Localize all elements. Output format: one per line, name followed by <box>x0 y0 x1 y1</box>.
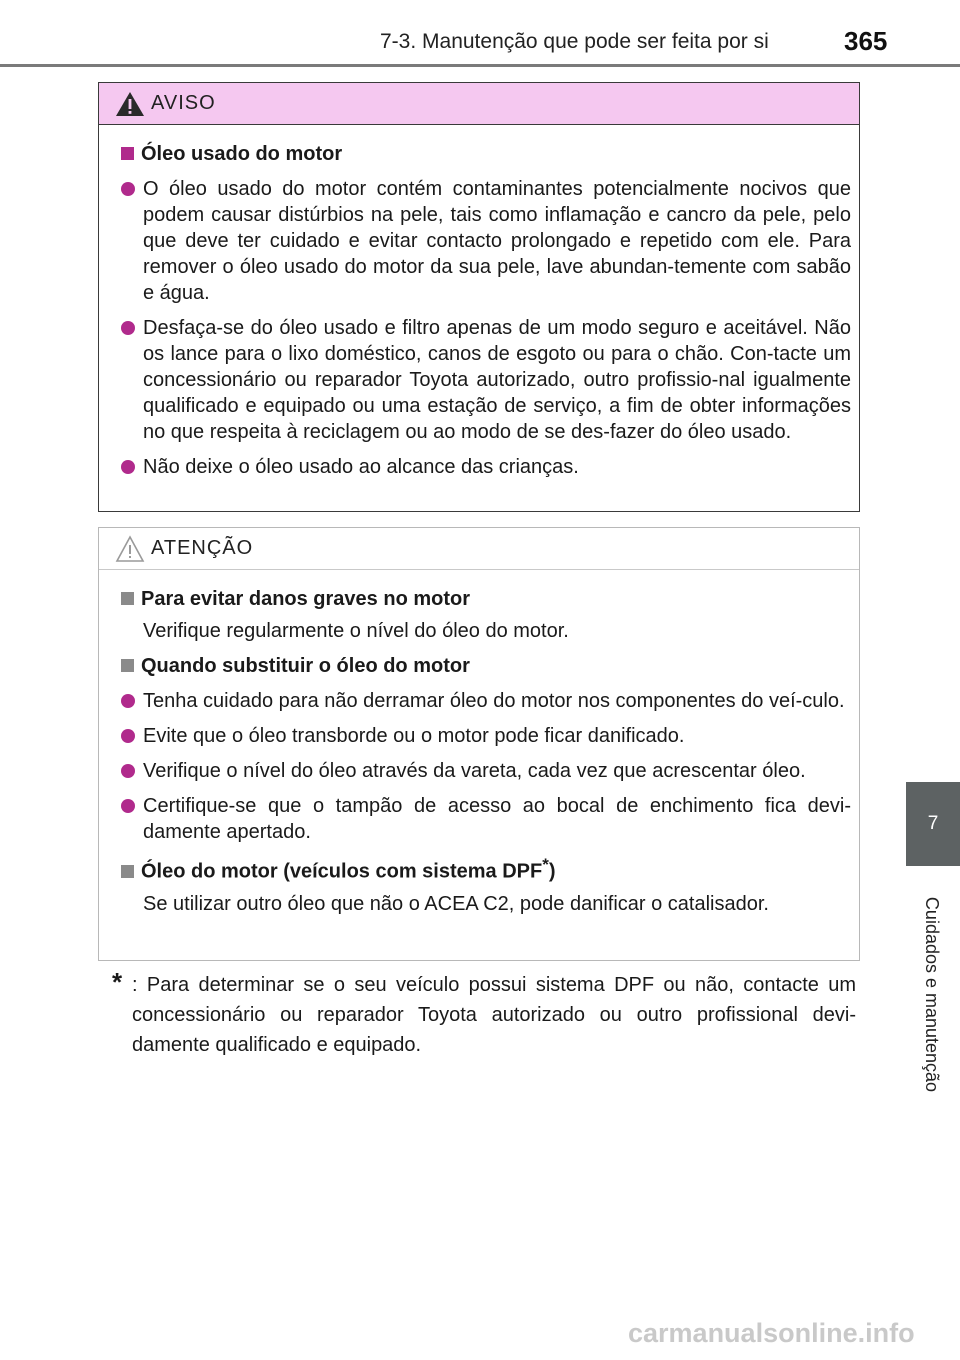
watermark: carmanualsonline.info <box>628 1318 915 1348</box>
square-bullet-icon <box>121 865 134 878</box>
list-item: Tenha cuidado para não derramar óleo do motor nos componentes do veí-culo. <box>121 688 851 714</box>
chapter-number: 7 <box>927 813 939 834</box>
page-number: 365 <box>844 26 888 56</box>
notice-section-title: Para evitar danos graves no motor <box>121 586 851 612</box>
round-bullet-icon <box>121 729 135 743</box>
footnote-text: : Para determinar se o seu veículo possui sistema DPF ou não, contacte um concessionário ou reparador Toyota autorizado ou outro profissional devi-damente qualificado e equipado. <box>132 974 856 1056</box>
notice-section-title: Quando substituir o óleo do motor <box>121 653 851 679</box>
round-bullet-icon <box>121 321 135 335</box>
round-bullet-icon <box>121 182 135 196</box>
warning-box-body <box>99 125 859 480</box>
round-bullet-icon <box>121 460 135 474</box>
list-item: O óleo usado do motor contém contaminantes potencialmente nocivos que podem causar distúrbios na pele, tais como inflamação e cancro da pele, pelo que deve ter cuidado e evitar contacto prolongado e repetido com ele. Para remover o óleo usado do motor da sua pele, lave abundan-temente com sabão e água. <box>121 176 851 306</box>
chapter-tab[interactable] <box>906 782 960 866</box>
notice-paragraph: Verifique regularmente o nível do óleo do motor. <box>143 620 569 642</box>
caution-triangle-icon <box>115 535 145 563</box>
chapter-title: Cuidados e manutenção <box>922 896 943 1092</box>
warning-box <box>98 82 860 512</box>
header-rule <box>0 64 960 67</box>
warning-heading: AVISO <box>151 92 216 114</box>
notice-paragraph: Se utilizar outro óleo que não o ACEA C2, pode danificar o catalisador. <box>143 892 769 915</box>
square-bullet-icon <box>121 147 134 160</box>
notice-box-header <box>99 528 859 570</box>
round-bullet-icon <box>121 694 135 708</box>
square-bullet-icon <box>121 659 134 672</box>
list-item: Não deixe o óleo usado ao alcance das crianças. <box>121 454 851 480</box>
round-bullet-icon <box>121 764 135 778</box>
notice-section-title: Óleo do motor (veículos com sistema DPF*) <box>121 852 851 885</box>
list-item: Evite que o óleo transborde ou o motor pode ficar danificado. <box>121 723 851 749</box>
round-bullet-icon <box>121 799 135 813</box>
chapter-side-label <box>912 874 952 1114</box>
square-bullet-icon <box>121 592 134 605</box>
footnote-mark: * <box>112 967 123 997</box>
footnote <box>112 967 856 1060</box>
notice-box <box>98 527 860 961</box>
warning-section-title: Óleo usado do motor <box>121 141 851 167</box>
notice-box-body <box>99 570 859 917</box>
warning-triangle-icon <box>115 91 145 117</box>
list-item: Desfaça-se do óleo usado e filtro apenas de um modo seguro e aceitável. Não os lance para o lixo doméstico, canos de esgoto ou para o chão. Con-tacte um concessionário ou reparador Toyota autorizado, outro profissio-nal igualmente qualificado e equipado ou uma estação de serviço, a fim de obter informações no que respeita à reciclagem ou ao modo de se des-fazer do óleo usado. <box>121 315 851 445</box>
header-section-title: 7-3. Manutenção que pode ser feita por si <box>380 30 769 53</box>
warning-box-header <box>99 83 859 125</box>
list-item: Verifique o nível do óleo através da vareta, cada vez que acrescentar óleo. <box>121 758 851 784</box>
notice-heading: ATENÇÃO <box>151 537 254 559</box>
asterisk-mark: * <box>542 855 549 874</box>
list-item: Certifique-se que o tampão de acesso ao bocal de enchimento fica devi-damente apertado. <box>121 793 851 845</box>
